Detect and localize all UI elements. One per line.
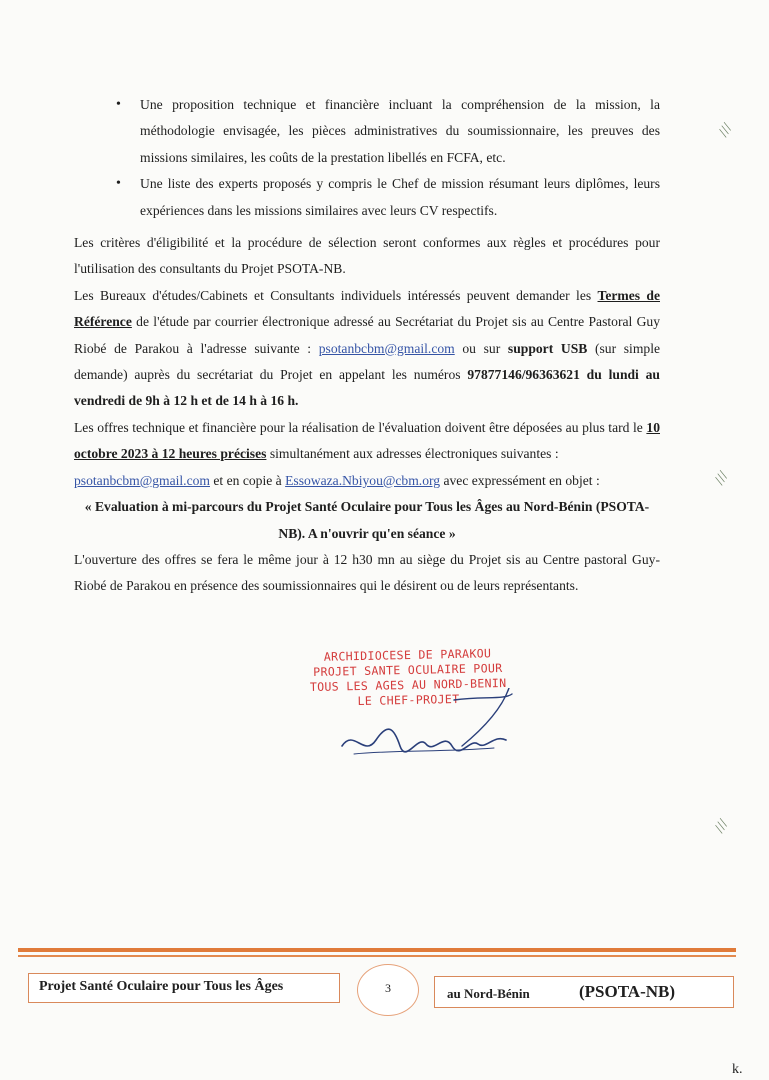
stamp-line: PROJET SANTE OCULAIRE POUR (313, 661, 503, 679)
footer-line-thin (18, 955, 736, 957)
text-run: (sur simple demande) auprès du secrétariat du Projet en appelant les numéros (74, 340, 661, 383)
binding-mark-icon: /// (711, 816, 732, 836)
email-subject-line: « Evaluation à mi-parcours du Projet Santé Oculaire pour Tous les Âges au Nord-Bénin (PSOTA-NB). A n'ouvrir qu'en séance » (84, 499, 650, 541)
handwritten-signature (334, 688, 534, 768)
phone-hours: 97877146/96363621 du lundi au vendredi de 9h à 12 h et de 14 h à 16 h. (74, 367, 660, 409)
deadline-date: 10 octobre 2023 à 12 heures précises (74, 419, 660, 462)
eligibility-paragraph: Les critères d'éligibilité et la procédure de sélection seront conformes aux règles et procédures pour l'utilisation des consultants du Projet PSOTA-NB. (74, 235, 660, 277)
text-run: de l'étude par courrier électronique adressé au Secrétariat du Projet sis au Centre Pastoral Guy Riobé de Parakou à l'adresse suivante : (74, 314, 660, 356)
footer-region-box (434, 976, 734, 1008)
list-item: • Une liste des experts proposés y compris le Chef de mission résumant leurs diplômes, leurs expériences dans les missions similaires avec leurs CV respectifs. (140, 171, 660, 224)
terms-of-reference-label: Termes de Référence (74, 287, 660, 330)
stamp-line: LE CHEF-PROJET (357, 691, 460, 709)
footer-region: au Nord-Bénin (447, 986, 530, 1001)
footer-project-name: Projet Santé Oculaire pour Tous les Âges (39, 979, 284, 994)
corner-initials: k. (732, 1062, 743, 1077)
opening-paragraph: L'ouverture des offres se fera le même jour à 12 h30 mn au siège du Projet sis au Centre pastoral Guy-Riobé de Parakou en présence des soumissionnaires qui le désirent ou de leurs représentants. (74, 551, 660, 594)
page-number: 3 (357, 964, 419, 1016)
list-item: • Une proposition technique et financière incluant la compréhension de la mission, la méthodologie envisagée, les pièces administratives du soumissionnaire, les preuves des missions similaires, les coûts de la prestation libellés en FCFA, etc. (140, 92, 660, 171)
binding-mark-icon: /// (715, 120, 736, 140)
stamp-line: ARCHIDIOCESE DE PARAKOU (323, 646, 492, 664)
stamp-line: TOUS LES AGES AU NORD-BENIN (309, 675, 507, 695)
usb-label: support USB (507, 340, 588, 356)
document-body (74, 92, 660, 600)
cbm-email-link[interactable]: Essowaza.Nbiyou@cbm.org (285, 472, 441, 488)
project-email-link[interactable]: psotanbcbm@gmail.com (74, 472, 210, 488)
text-run: simultanément aux adresses électroniques suivantes : (266, 446, 559, 462)
footer-project-name-box (28, 973, 340, 1003)
text-run: avec expressément en objet : (440, 472, 600, 488)
terms-of-reference-paragraph (74, 283, 660, 415)
text-run: et en copie à (209, 472, 286, 488)
secretariat-email-link[interactable]: psotanbcbm@gmail.com (318, 340, 455, 356)
text-run: Les Bureaux d'études/Cabinets et Consultants individuels intéressés peuvent demander les (74, 287, 598, 303)
submission-emails-paragraph (74, 468, 660, 494)
footer-line-thick (18, 948, 736, 952)
text-run: ou sur (454, 340, 508, 356)
footer-acronym: (PSOTA-NB) (579, 982, 676, 1001)
submission-requirements-list (74, 92, 660, 224)
deadline-paragraph (74, 415, 660, 468)
text-run: Les offres technique et financière pour la réalisation de l'évaluation doivent être déposées au plus tard le (74, 419, 647, 435)
footer-divider (18, 948, 736, 957)
binding-mark-icon: /// (711, 468, 732, 488)
